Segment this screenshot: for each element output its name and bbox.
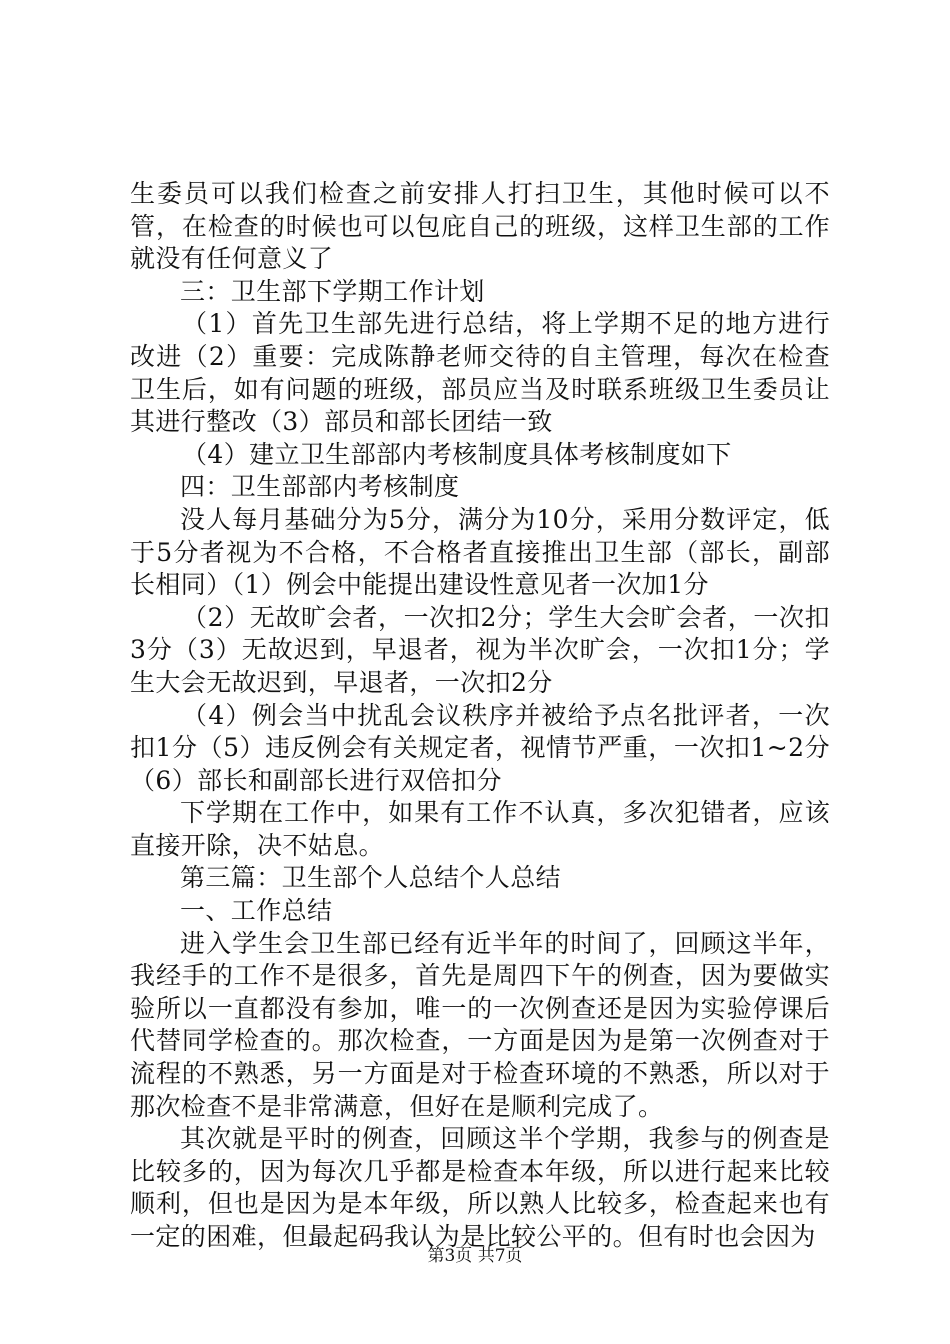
paragraph-plan-items: （1）首先卫生部先进行总结，将上学期不足的地方进行改进（2）重要：完成陈静老师交待的自主管理，每次在检查卫生后，如有问题的班级，部员应当及时联系班级卫生委员让其进行整改（3）部员和部长团结一致 — [130, 309, 830, 437]
paragraph-assessment-base: 没人每月基础分为5分，满分为10分，采用分数评定，低于5分者视为不合格，不合格者直接推出卫生部（部长，副部长相同）（1）例会中能提出建设性意见者一次加1分 — [130, 504, 830, 600]
chapter-heading-third: 第三篇：卫生部个人总结个人总结 — [180, 863, 562, 893]
page-number-footer: 第3页 共7页 — [427, 1246, 523, 1266]
paragraph-continuation: 生委员可以我们检查之前安排人打扫卫生，其他时候可以不管，在检查的时候也可以包庇自己的班级，这样卫生部的工作就没有任何意义了 — [130, 179, 830, 274]
section-heading-assessment: 四：卫生部部内考核制度 — [180, 472, 460, 502]
paragraph-plan-item-4: （4）建立卫生部部内考核制度具体考核制度如下 — [182, 439, 732, 469]
paragraph-work-summary-2: 其次就是平时的例查，回顾这半个学期，我参与的例查是比较多的，因为每次几乎都是检查本年级，所以进行起来比较顺利，但也是因为是本年级，所以熟人比较多，检查起来也有一定的困难，但最起码我认为是比较公平的。但有时也会因为 — [130, 1124, 830, 1251]
section-heading-work-summary: 一、工作总结 — [180, 896, 333, 926]
paragraph-assessment-rules-2-3: （2）无故旷会者，一次扣2分；学生大会旷会者，一次扣3分（3）无故迟到，早退者，视为半次旷会，一次扣1分；学生大会无故迟到，早退者，一次扣2分 — [130, 602, 830, 697]
paragraph-work-summary-1: 进入学生会卫生部已经有近半年的时间了，回顾这半年，我经手的工作不是很多，首先是周四下午的例查，因为要做实验所以一直都没有参加，唯一的一次例查还是因为实验停课后代替同学检查的。那次检查，一方面是因为是第一次例查对于流程的不熟悉，另一方面是对于检查环境的不熟悉，所以对于那次检查不是非常满意，但好在是顺利完成了。 — [130, 928, 830, 1121]
section-heading-plan: 三：卫生部下学期工作计划 — [180, 276, 485, 306]
body-text — [130, 178, 830, 1254]
paragraph-assessment-rules-4-6: （4）例会当中扰乱会议秩序并被给予点名批评者，一次扣1分（5）违反例会有关规定者，视情节严重，一次扣1~2分（6）部长和副部长进行双倍扣分 — [130, 700, 830, 795]
paragraph-next-term: 下学期在工作中，如果有工作不认真，多次犯错者，应该直接开除，决不姑息。 — [130, 798, 830, 860]
